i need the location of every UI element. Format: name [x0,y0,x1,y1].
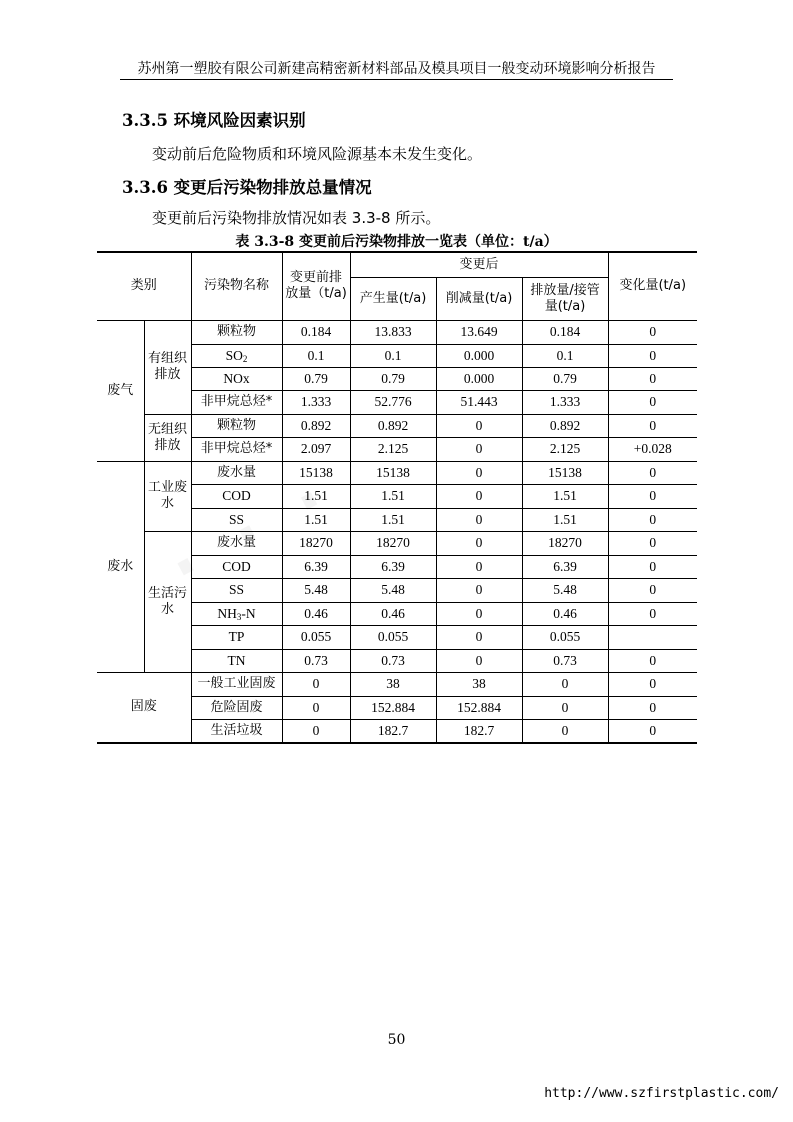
cell-before: 15138 [282,461,350,484]
pollutant-name [191,390,282,414]
header-pollutant: 污染物名称 [191,252,282,320]
cell-discharged: 2.125 [522,437,608,461]
pollutant-name-text: 一般工业固废 [197,676,276,691]
cell-change: 0 [608,344,697,367]
cell-produced: 52.776 [350,390,436,414]
cell-change: 0 [608,461,697,484]
pollutant-name-text: TP [228,629,245,644]
pollutant-name-text: 颗粒物 [217,324,257,339]
header-before: 变更前排放量（t/a) [282,252,350,320]
cell-produced: 15138 [350,461,436,484]
cell-before: 0 [282,719,350,743]
pollutant-name-text: 非甲烷总烃* [200,441,273,456]
cell-produced: 1.51 [350,508,436,531]
pollutant-name [191,414,282,437]
cell-change: 0 [608,390,697,414]
pollutant-name-text: COD [222,488,251,503]
cell-reduced: 38 [436,672,522,696]
section-body-env-risk: 变动前后危险物质和环境风险源基本未发生变化。 [152,145,483,163]
emission-table [97,251,697,744]
table-row [97,414,697,437]
cell-before: 0.1 [282,344,350,367]
pollutant-name-text: 生活垃圾 [210,722,263,738]
cell-change: 0 [608,719,697,743]
pollutant-name-text: 废水量 [217,535,257,550]
cell-produced: 1.51 [350,484,436,508]
cell-reduced: 0 [436,578,522,602]
cell-before: 1.51 [282,508,350,531]
pollutant-name [191,696,282,719]
pollutant-name-text: NOx [223,370,250,386]
cell-before: 0 [282,696,350,719]
pollutant-name [191,602,282,625]
cell-change: 0 [608,649,697,672]
cell-produced: 0.1 [350,344,436,367]
cell-before: 0.055 [282,625,350,649]
cell-change: 0 [608,555,697,578]
cell-before: 18270 [282,531,350,555]
cell-change: 0 [608,508,697,531]
cell-before: 5.48 [282,578,350,602]
group-industrial-ww: 工业废水 [144,461,191,531]
cell-produced: 0.46 [350,602,436,625]
cell-reduced: 0 [436,414,522,437]
cell-change: 0 [608,320,697,344]
cell-produced: 2.125 [350,437,436,461]
cell-discharged: 0 [522,696,608,719]
cell-reduced: 0.000 [436,367,522,390]
cell-discharged: 1.333 [522,390,608,414]
cell-before: 6.39 [282,555,350,578]
cell-before: 0 [282,672,350,696]
cell-discharged: 0.46 [522,602,608,625]
cell-produced: 0.73 [350,649,436,672]
section-body-emission-total: 变更前后污染物排放情况如表 3.3-8 所示。 [152,209,441,227]
section-heading-env-risk: 3.3.5 环境风险因素识别 [122,111,306,130]
cell-produced: 6.39 [350,555,436,578]
cell-change: 0 [608,484,697,508]
cell-reduced: 13.649 [436,320,522,344]
cell-produced: 38 [350,672,436,696]
page-number: 50 [387,1032,406,1048]
pollutant-name [191,672,282,696]
header-discharged: 排放量/接管量(t/a) [522,277,608,320]
cell-before: 0.892 [282,414,350,437]
pollutant-name [191,437,282,461]
cell-reduced: 182.7 [436,719,522,743]
cell-produced: 13.833 [350,320,436,344]
pollutant-name [191,508,282,531]
table-row [97,672,697,696]
cell-before: 1.333 [282,390,350,414]
cell-discharged: 6.39 [522,555,608,578]
cell-before: 0.46 [282,602,350,625]
pollutant-name-text: 非甲烷总烃* [200,394,273,409]
pollutant-name [191,649,282,672]
header-produced: 产生量(t/a) [350,277,436,320]
cell-discharged: 15138 [522,461,608,484]
pollutant-name [191,344,282,367]
pollutant-name [191,531,282,555]
pollutant-name [191,320,282,344]
cell-reduced: 0 [436,555,522,578]
header-after-group: 变更后 [350,252,608,277]
cell-produced: 152.884 [350,696,436,719]
header-change: 变化量(t/a) [608,252,697,320]
pollutant-subscript: 3 [236,611,242,622]
pollutant-name [191,461,282,484]
cell-produced: 18270 [350,531,436,555]
cell-discharged: 0.892 [522,414,608,437]
pollutant-name-text: COD [222,558,251,574]
pollutant-suffix: -N [241,605,256,621]
pollutant-name [191,484,282,508]
pollutant-name-text: SO [225,347,243,363]
cell-change: 0 [608,531,697,555]
cell-produced: 0.055 [350,625,436,649]
table-row [97,531,697,555]
pollutant-name-text: 危险固废 [210,699,263,715]
pollutant-name-text: 废水量 [217,464,257,480]
cell-reduced: 51.443 [436,390,522,414]
pollutant-subscript: 2 [242,353,248,364]
section-heading-emission-total: 3.3.6 变更后污染物排放总量情况 [122,178,372,197]
cell-discharged: 1.51 [522,484,608,508]
cell-discharged: 0.1 [522,344,608,367]
cell-discharged: 1.51 [522,508,608,531]
pollutant-name [191,555,282,578]
pollutant-name [191,719,282,743]
cell-reduced: 0 [436,484,522,508]
footer-url: http://www.szfirstplastic.com/ [544,1086,779,1101]
cell-reduced: 0.000 [436,344,522,367]
cell-reduced: 0 [436,437,522,461]
cell-produced: 5.48 [350,578,436,602]
cell-reduced: 0 [436,461,522,484]
pollutant-name [191,578,282,602]
pollutant-name-text: TN [227,652,246,668]
cell-before: 2.097 [282,437,350,461]
cell-discharged: 0.73 [522,649,608,672]
cell-reduced: 0 [436,602,522,625]
cell-reduced: 152.884 [436,696,522,719]
cell-discharged: 0.184 [522,320,608,344]
pollutant-name [191,625,282,649]
pollutant-name [191,367,282,390]
cell-change: 0 [608,602,697,625]
cell-change: 0 [608,672,697,696]
cell-change: 0 [608,578,697,602]
cell-change: 0 [608,367,697,390]
cell-reduced: 0 [436,625,522,649]
cell-before: 0.73 [282,649,350,672]
cell-change: 0 [608,696,697,719]
cell-change [608,625,697,649]
cell-reduced: 0 [436,649,522,672]
header-reduced: 削减量(t/a) [436,277,522,320]
cell-discharged: 0 [522,672,608,696]
group-waste-water: 废水 [97,461,144,672]
table-caption: 表 3.3-8 变更前后污染物排放一览表（单位：t/a） [235,234,558,250]
group-waste-gas: 废气 [97,320,144,461]
cell-discharged: 5.48 [522,578,608,602]
cell-reduced: 0 [436,508,522,531]
pollutant-name-text: 颗粒物 [217,417,257,433]
cell-reduced: 0 [436,531,522,555]
pollutant-name-text: NH [217,605,237,621]
cell-produced: 182.7 [350,719,436,743]
cell-discharged: 0 [522,719,608,743]
pollutant-name-text: SS [229,511,245,527]
pollutant-name-text: SS [229,582,245,597]
cell-before: 0.79 [282,367,350,390]
cell-before: 1.51 [282,484,350,508]
cell-produced: 0.79 [350,367,436,390]
group-unorganized: 无组织排放 [144,414,191,461]
cell-discharged: 18270 [522,531,608,555]
group-organized: 有组织排放 [144,320,191,414]
cell-change: 0 [608,414,697,437]
page-header: 苏州第一塑胶有限公司新建高精密新材料部品及模具项目一般变动环境影响分析报告 [120,58,673,80]
table-row [97,461,697,484]
cell-discharged: 0.055 [522,625,608,649]
table-row [97,320,697,344]
cell-produced: 0.892 [350,414,436,437]
group-solid-waste: 固废 [97,672,191,743]
cell-before: 0.184 [282,320,350,344]
cell-discharged: 0.79 [522,367,608,390]
cell-change: +0.028 [608,437,697,461]
group-domestic-ww: 生活污水 [144,531,191,672]
header-category: 类别 [97,252,191,320]
